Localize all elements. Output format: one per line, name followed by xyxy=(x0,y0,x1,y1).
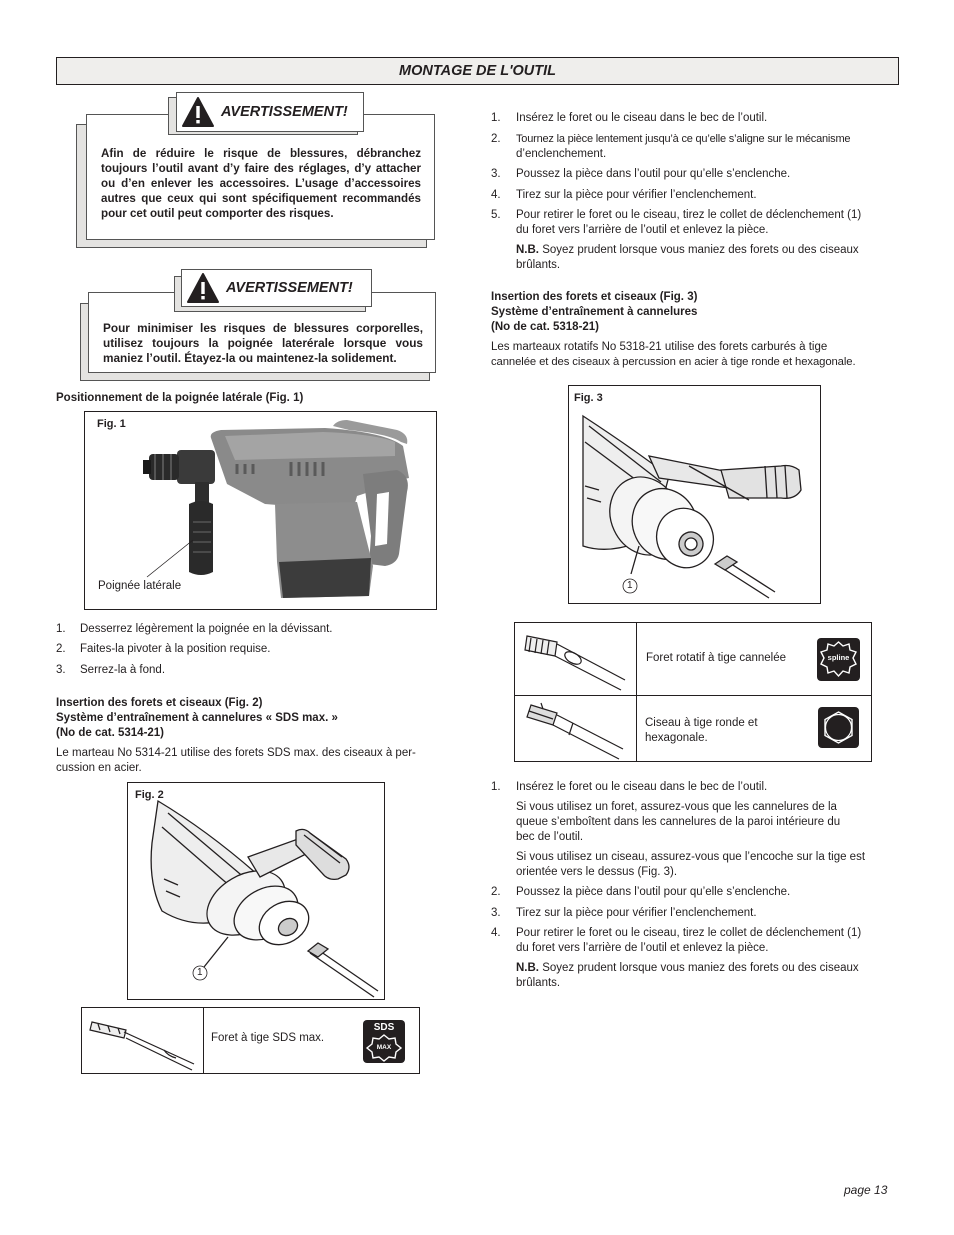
warning-title: AVERTISSEMENT! xyxy=(221,104,348,120)
spline-icon xyxy=(817,638,860,681)
spline-bit-label: Foret rotatif à tige cannelée xyxy=(646,652,786,664)
figure-1 xyxy=(84,411,437,610)
figure-label: Fig. 3 xyxy=(574,392,603,404)
note-a: N.B. Soyez prudent lorsque vous maniez des forets ou des ciseaux brûlants. xyxy=(516,244,859,271)
warning-title-tab-2 xyxy=(181,269,372,307)
note-b: N.B. Soyez prudent lorsque vous maniez des forets ou des ciseaux brûlants. xyxy=(516,962,859,989)
figure-label: Fig. 1 xyxy=(97,418,126,430)
list-item: 4. Tirez sur la pièce pour vérifier l’enclenchement. xyxy=(491,189,757,201)
warning-triangle-icon xyxy=(181,96,215,128)
figure-2 xyxy=(127,782,385,1000)
figure-label: Fig. 2 xyxy=(135,789,164,801)
warning-title: AVERTISSEMENT! xyxy=(226,280,353,296)
list-item: 4. Pour retirer le foret ou le ciseau, tirez le collet de déclenchement (1) du foret vers l’arrière de l’outil et enlevez la pièce. xyxy=(491,927,862,954)
figure-3 xyxy=(568,385,821,604)
poignee-heading: Positionnement de la poignée latérale (Fig. 1) xyxy=(56,392,304,404)
hex-chisel-illustration xyxy=(517,697,635,761)
figure-callout: 1 xyxy=(197,967,203,978)
sds-paragraph: Le marteau No 5314-21 utilise des forets SDS max. des ciseaux à per- cussion en acier. xyxy=(56,747,416,774)
warning-triangle-icon xyxy=(186,272,220,304)
warning-text-1: Afin de réduire le risque de blessures, débranchez toujours l’outil avant d’y faire des réglages, d’y attacher ou d’en enlever les accessoires. L’usage d’accessoires autres que ceux qui sont spécifiquement recommandés pour cet outil peut comporter des risques. xyxy=(101,147,421,220)
list-item: 3. Serrez-la à fond. xyxy=(56,664,166,676)
list-item: 2. Poussez la pièce dans l’outil pour qu’elle s’enclenche. xyxy=(491,886,791,898)
list-subparagraph: Si vous utilisez un ciseau, assurez-vous que l’encoche sur la tige est orientée vers le dessus (Fig. 3). xyxy=(516,851,866,878)
list-item: 2. Tournez la pièce lentement jusqu’à ce qu’elle s’aligne sur le mécanisme d’enclenchement. xyxy=(491,133,851,160)
spline-chuck-illustration xyxy=(569,386,821,604)
sds-badge-top: SDS xyxy=(373,1022,395,1033)
sds-max-icon xyxy=(363,1020,405,1063)
spline-heading: Insertion des forets et ciseaux (Fig. 3) Système d’entraînement à cannelures (No de cat. 5318-21) xyxy=(491,291,698,333)
spline-badge-text: spline xyxy=(827,653,850,662)
spline-paragraph: Les marteaux rotatifs No 5318-21 utilise des forets carburés à tige cannelée et des ciseaux à percussion en acier à tige ronde et hexagonale. xyxy=(491,341,856,368)
list-item: 1. Insérez le foret ou le ciseau dans le bec de l’outil. xyxy=(491,781,768,793)
warning-title-tab-1 xyxy=(176,92,364,132)
figure-callout: Poignée latérale xyxy=(98,580,182,592)
section-title: MONTAGE DE L'OUTIL xyxy=(56,57,899,85)
sds-badge-bottom: MAX xyxy=(376,1044,392,1051)
page-number: page 13 xyxy=(844,1183,888,1197)
figure-callout: 1 xyxy=(627,580,633,591)
hex-chisel-label: Ciseau à tige ronde et hexagonale. xyxy=(645,717,758,744)
hexagon-icon xyxy=(818,707,859,748)
chuck-closeup-illustration xyxy=(128,783,385,1000)
list-item: 1. Desserrez légèrement la poignée en la dévissant. xyxy=(56,623,333,635)
warning-text-2: Pour minimiser les risques de blessures corporelles, utilisez toujours la poignée laterérale lorsque vous maniez l’outil. Étayez-la ou maintenez-la solidement. xyxy=(103,321,423,365)
list-item: 1. Insérez le foret ou le ciseau dans le bec de l’outil. xyxy=(491,112,768,124)
list-item: 5. Pour retirer le foret ou le ciseau, tirez le collet de déclenchement (1) du foret vers l’arrière de l’outil et enlevez la pièce. xyxy=(491,209,862,236)
list-subparagraph: Si vous utilisez un foret, assurez-vous que les cannelures de la queue s’emboîtent dans les cannelures de la paroi intérieure du bec de l’outil. xyxy=(516,801,841,843)
sds-heading: Insertion des forets et ciseaux (Fig. 2) Système d’entraînement à cannelures « SDS max. » (No de cat. 5314-21) xyxy=(56,697,338,739)
sds-bit-illustration xyxy=(84,1008,202,1072)
spline-bit-illustration xyxy=(517,624,635,694)
sds-bit-table xyxy=(81,1007,420,1074)
list-item: 2. Faites-la pivoter à la position requise. xyxy=(56,643,271,655)
spline-bit-table xyxy=(514,622,872,762)
list-item: 3. Poussez la pièce dans l’outil pour qu’elle s’enclenche. xyxy=(491,168,791,180)
sds-bit-label: Foret à tige SDS max. xyxy=(211,1032,325,1044)
list-item: 3. Tirez sur la pièce pour vérifier l’enclenchement. xyxy=(491,907,757,919)
